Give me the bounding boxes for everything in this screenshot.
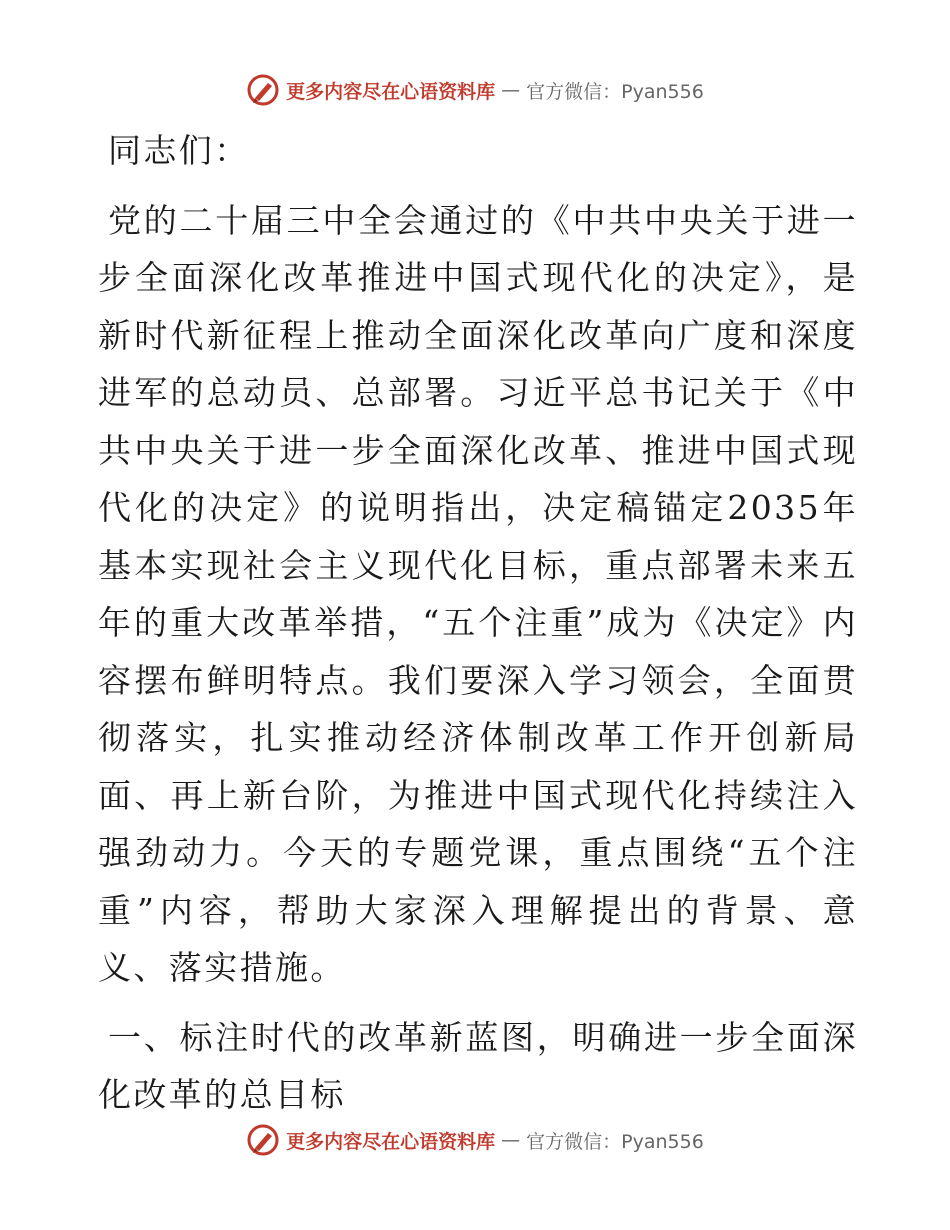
paragraph-intro: 党的二十届三中全会通过的《中共中央关于进一步全面深化改革推进中国式现代化的决定》，是新时代新征程上推动全面深化改革向广度和深度进军的总动员、总部署。习近平总书记关于《中共中央关于进一步全面深化改革、推进中国式现代化的决定》的说明指出，决定稿锚定2035年基本实现社会主义现代化目标，重点部署未来五年的重大改革举措，“五个注重”成为《决定》内容摆布鲜明特点。我们要深入学习领会，全面贯彻落实，扎实推动经济体制改革工作开创新局面、再上新台阶，为推进中国式现代化持续注入强劲动力。今天的专题党课，重点围绕“五个注重”内容，帮助大家深入理解提出的背景、意义、落实措施。 (98, 200, 858, 987)
watermark-main-text: 更多内容尽在心语资料库 (286, 1130, 496, 1153)
pen-logo-icon (246, 1123, 280, 1157)
document-body (98, 122, 858, 1124)
watermark-header (0, 70, 950, 110)
salutation: 同志们： (108, 131, 250, 170)
watermark-dash: — (501, 1129, 521, 1151)
watermark-sub-text: 官方微信：Pyan556 (526, 1130, 704, 1153)
pen-logo-icon (246, 73, 280, 107)
watermark-footer (0, 1120, 950, 1160)
watermark-dash: — (501, 79, 521, 101)
watermark-sub-text: 官方微信：Pyan556 (526, 80, 704, 103)
section-heading-1: 一、标注时代的改革新蓝图，明确进一步全面深化改革的总目标 (98, 1017, 858, 1114)
watermark-main-text: 更多内容尽在心语资料库 (286, 80, 496, 103)
